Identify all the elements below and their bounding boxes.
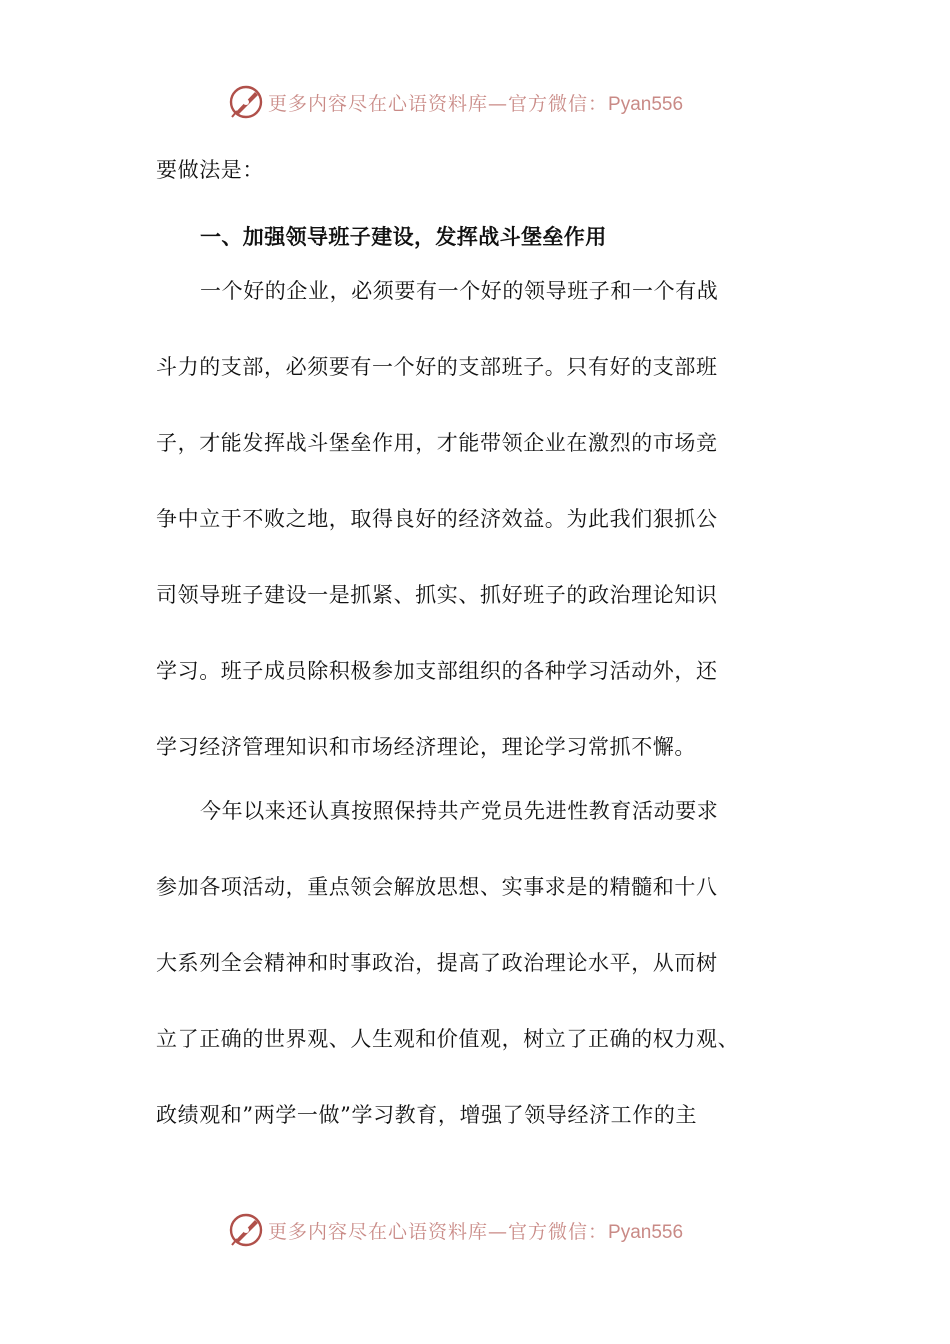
paragraph-line: 立了正确的世界观、人生观和价值观，树立了正确的权力观、 xyxy=(156,1027,740,1051)
quill-pen-circle-icon xyxy=(228,1212,264,1248)
paragraph-line: 学习经济管理知识和市场经济理论，理论学习常抓不懈。 xyxy=(156,735,696,759)
section-heading: 一、加强领导班子建设，发挥战斗堡垒作用 xyxy=(200,225,607,249)
paragraph-line: 斗力的支部，必须要有一个好的支部班子。只有好的支部班 xyxy=(156,355,718,379)
paragraph-line: 大系列全会精神和时事政治，提高了政治理论水平，从而树 xyxy=(156,951,718,975)
paragraph-line: 司领导班子建设一是抓紧、抓实、抓好班子的政治理论知识 xyxy=(156,583,718,607)
quill-pen-circle-icon xyxy=(228,84,264,120)
paragraph-line: 子，才能发挥战斗堡垒作用，才能带领企业在激烈的市场竞 xyxy=(156,431,718,455)
header-watermark xyxy=(228,84,748,120)
watermark-text: 更多内容尽在心语资料库—官方微信：Pyan556 xyxy=(268,1220,684,1243)
paragraph-line: 政绩观和”两学一做”学习教育，增强了领导经济工作的主 xyxy=(156,1103,698,1127)
footer-watermark xyxy=(228,1212,748,1248)
paragraph-line: 今年以来还认真按照保持共产党员先进性教育活动要求 xyxy=(200,799,719,823)
paragraph-line: 争中立于不败之地，取得良好的经济效益。为此我们狠抓公 xyxy=(156,507,718,531)
paragraph-line: 参加各项活动，重点领会解放思想、实事求是的精髓和十八 xyxy=(156,875,718,899)
watermark-text: 更多内容尽在心语资料库—官方微信：Pyan556 xyxy=(268,92,684,115)
intro-line: 要做法是： xyxy=(156,158,264,182)
paragraph-line: 学习。班子成员除积极参加支部组织的各种学习活动外，还 xyxy=(156,659,718,683)
paragraph-line: 一个好的企业，必须要有一个好的领导班子和一个有战 xyxy=(200,279,719,303)
